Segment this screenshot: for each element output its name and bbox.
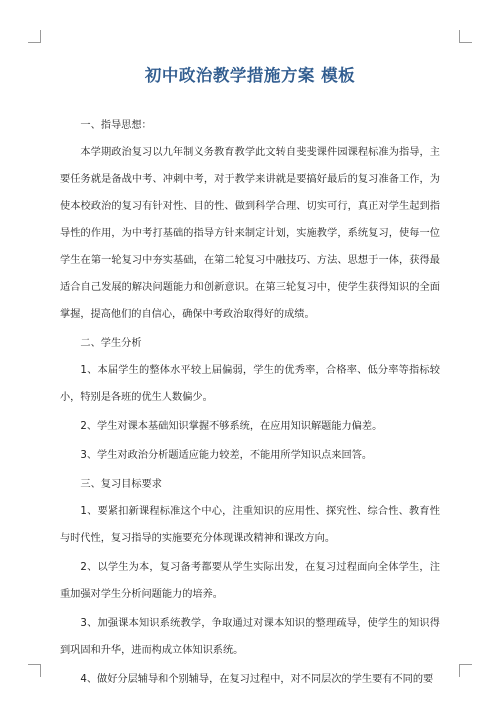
crop-mark-top-right bbox=[459, 30, 472, 43]
crop-mark-bottom-right bbox=[459, 664, 472, 677]
paragraph-guiding-ideology: 本学期政治复习以九年制义务教育教学此文转自斐斐课件园课程标准为指导，主要任务就是备战中考、冲刺中考，对于教学来讲就是要搞好最后的复习准备工作，为使本校政治的复习有针对性、目的性、做到科学合理、切实可行，真正对学生起到指导性的作用，为中考打基础的指导方针来制定计划，实施教学，系统复习，使每一位学生在第一轮复习中夯实基础，在第二轮复习中融技巧、方法、思想于一体，获得最适合自己发展的解决问题能力和创新意识。在第三轮复习中，使学生获得知识的全面掌握，提高他们的自信心，确保中考政治取得好的成绩。 bbox=[60, 147, 440, 320]
crop-mark-bottom-left bbox=[28, 664, 41, 677]
paragraph-review-goal-3: 3、加强课本知识系统教学，争取通过对课本知识的整理疏导，使学生的知识得到巩固和升华，进而构成立体知识系统。 bbox=[60, 618, 440, 656]
section-heading-guiding-ideology: 一、指导思想： bbox=[80, 120, 152, 131]
section-heading-review-goals: 三、复习目标要求 bbox=[80, 479, 162, 490]
section-heading-student-analysis: 二、学生分析 bbox=[80, 338, 142, 349]
document-title: 初中政治教学措施方案 模板 bbox=[144, 66, 356, 85]
paragraph-review-goal-1: 1、要紧扣新课程标准这个中心，注重知识的应用性、探究性、综合性、教育性与时代性，复习指导的实施要充分体现课改精神和课改方向。 bbox=[60, 506, 440, 544]
paragraph-review-goal-2: 2、以学生为本，复习备考都要从学生实际出发，在复习过程面向全体学生，注重加强对学生分析问题能力的培养。 bbox=[60, 562, 440, 600]
document-body bbox=[60, 62, 440, 695]
crop-mark-top-left bbox=[28, 30, 41, 43]
paragraph-student-analysis-1: 1、本届学生的整体水平较上届偏弱，学生的优秀率，合格率、低分率等指标较小，特别是各班的优生人数偏少。 bbox=[60, 365, 440, 403]
paragraph-review-goal-4: 4、做好分层辅导和个别辅导，在复习过程中，对不同层次的学生要有不同的要 bbox=[80, 674, 434, 685]
paragraph-student-analysis-3: 3、学生对政治分析题适应能力较差，不能用所学知识点来回答。 bbox=[80, 450, 373, 461]
paragraph-student-analysis-2: 2、学生对课本基础知识掌握不够系统，在应用知识解题能力偏差。 bbox=[80, 421, 383, 432]
